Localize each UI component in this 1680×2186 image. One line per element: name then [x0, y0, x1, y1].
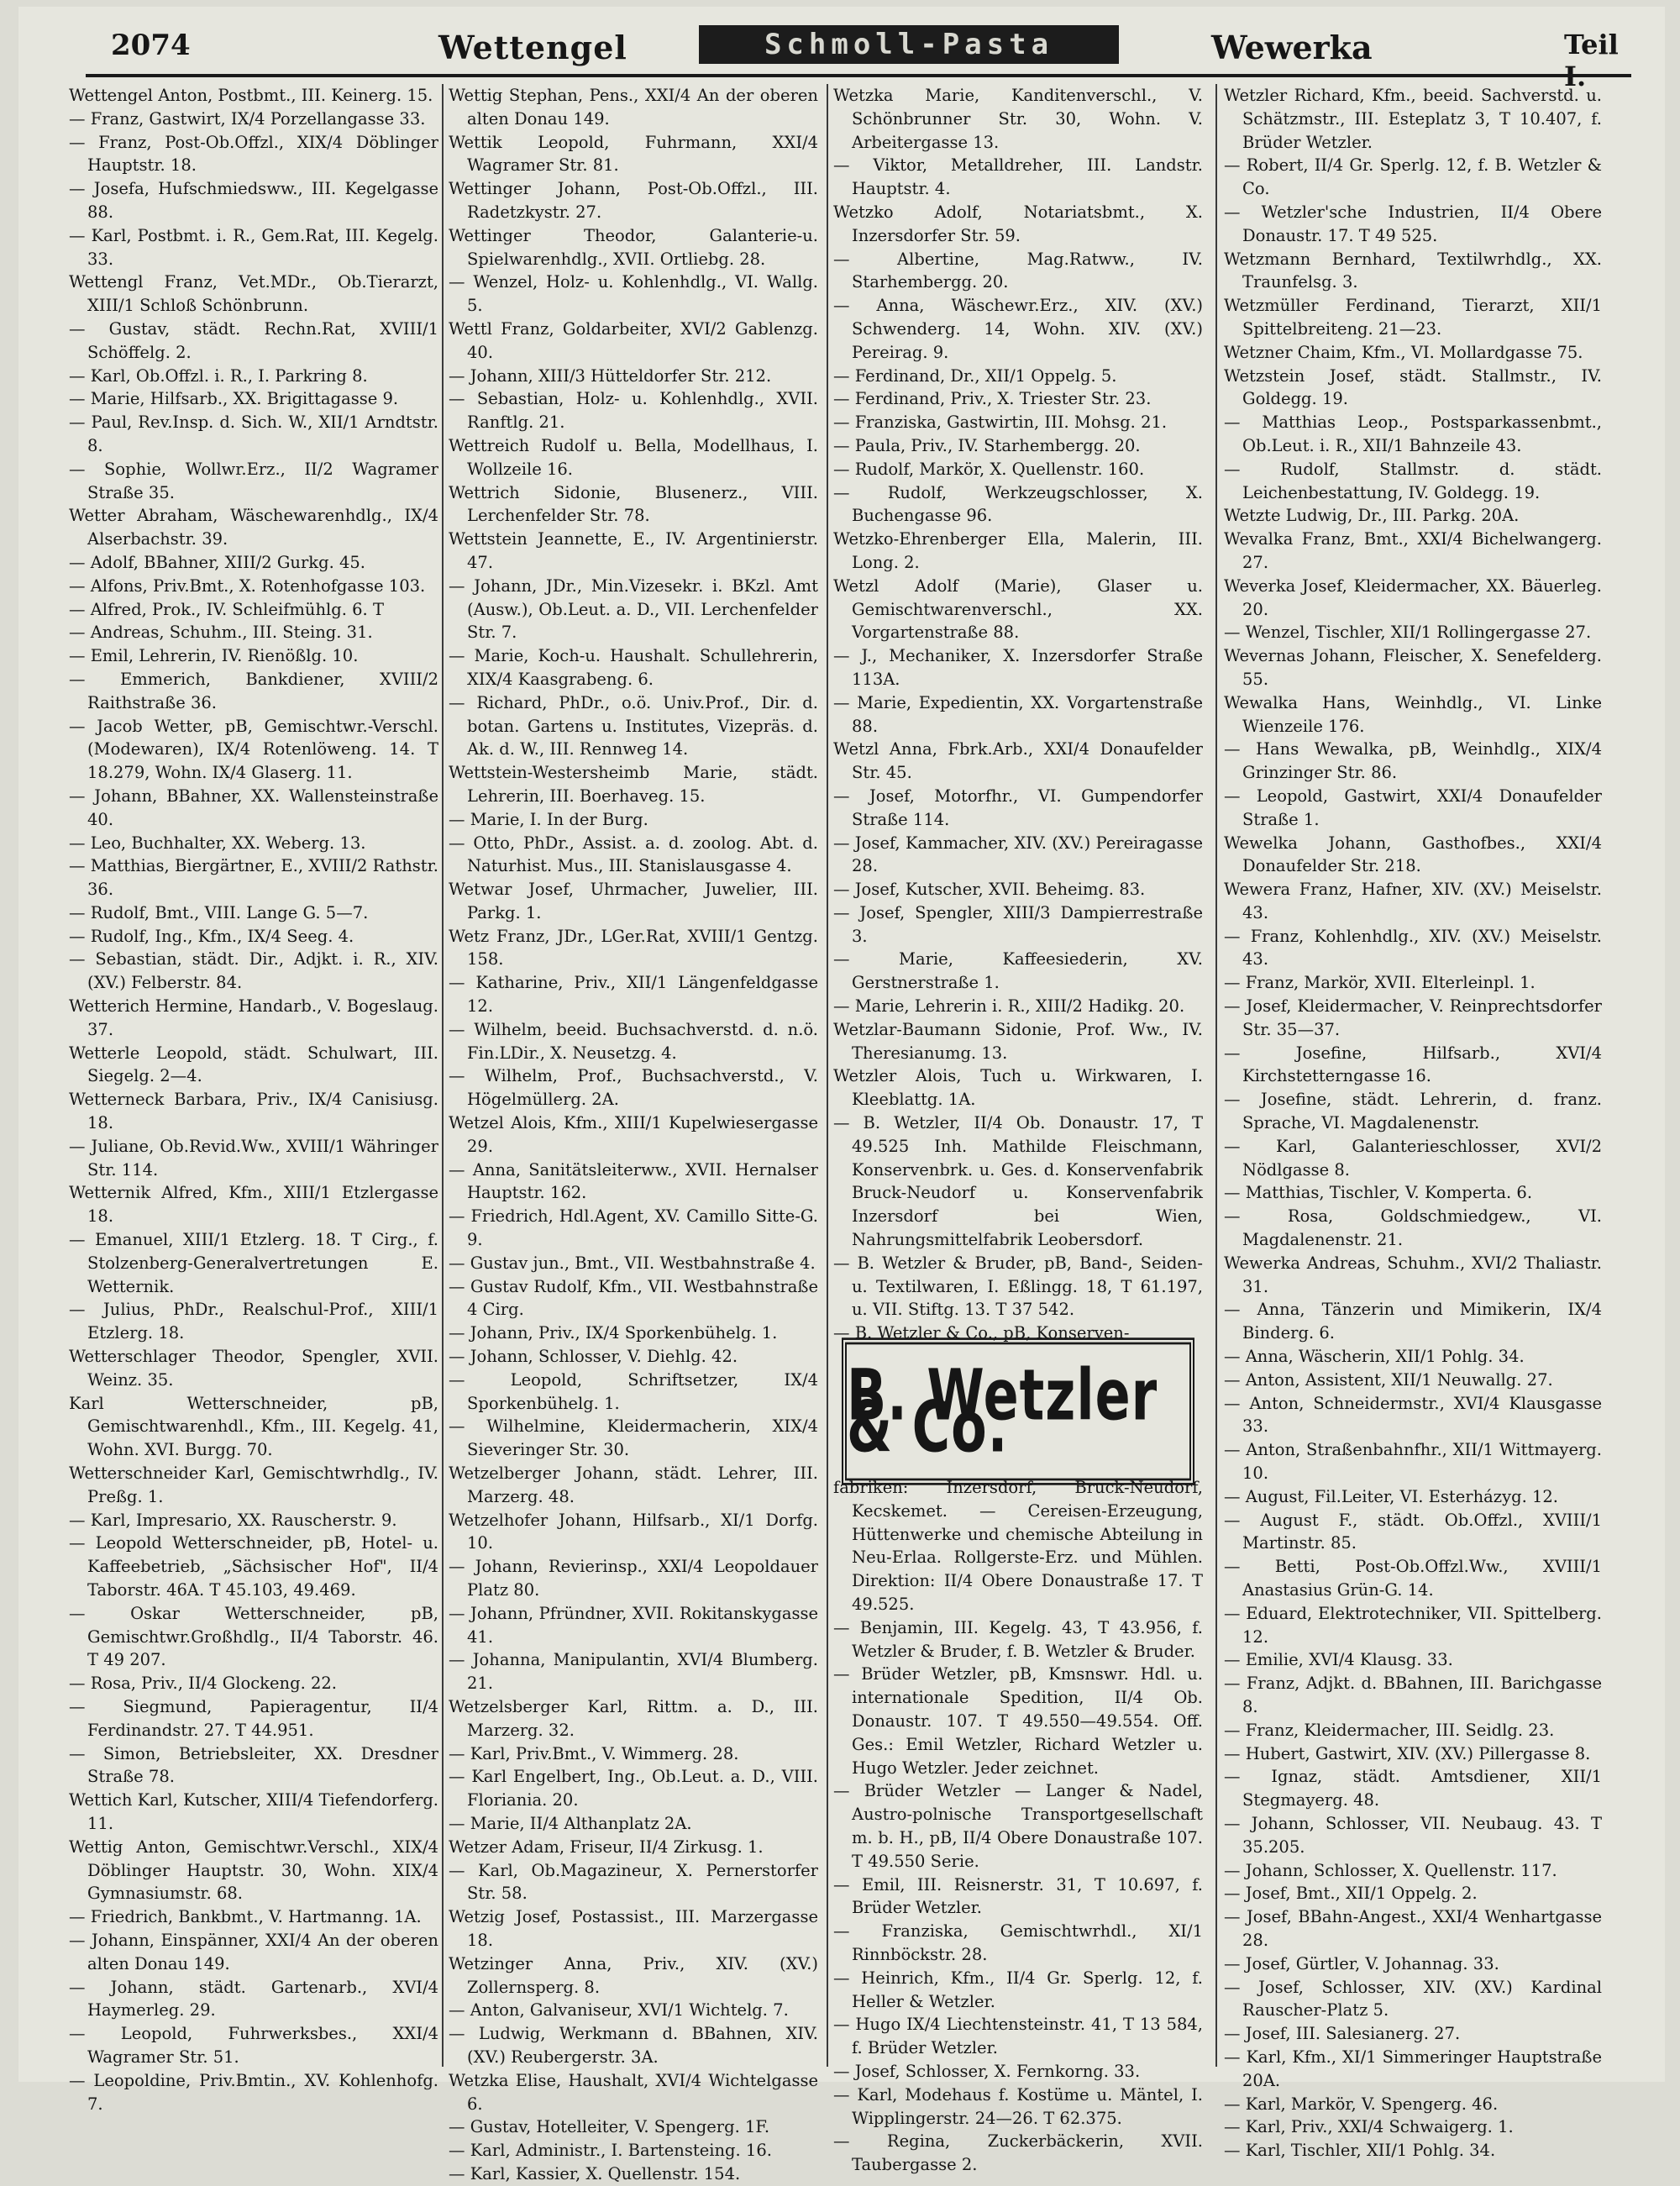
directory-entry: — Rosa, Goldschmiedgew., VI. Magdalenenstr. 21. — [1224, 1206, 1602, 1250]
directory-entry: — August F., städt. Ob.Offzl., XVIII/1 Martinstr. 85. — [1224, 1510, 1602, 1553]
directory-entry: — Karl, Galanterieschlosser, XVI/2 Nödlgasse 8. — [1224, 1136, 1602, 1180]
directory-entry: — Paula, Priv., IV. Starhembergg. 20. — [833, 435, 1141, 455]
directory-entry: Wetzel Alois, Kfm., XIII/1 Kupelwiesergasse 29. — [449, 1113, 818, 1156]
directory-entry: Wetzlar-Baumann Sidonie, Prof. Ww., IV. Theresianumg. 13. — [833, 1019, 1203, 1063]
directory-entry: — Simon, Betriebsleiter, XX. Dresdner Straße 78. — [69, 1743, 438, 1787]
directory-entry: — Karl, Kassier, X. Quellenstr. 154. — [449, 2163, 741, 2183]
directory-entry: Wetzelhofer Johann, Hilfsarb., XI/1 Dorfg. 10. — [449, 1510, 818, 1553]
directory-entry: Wettinger Theodor, Galanterie-u. Spielwarenhdlg., XVII. Ortliebg. 28. — [449, 225, 818, 269]
directory-entry: — B. Wetzler, II/4 Ob. Donaustr. 17, T 49.525 Inh. Mathilde Fleischmann, Konservenbrk. u. Ges. d. Konservenfabrik Bruck-Neudorf u. Konservenfabrik Inzersdorf bei Wien, Nahrungsmittelfabrik Leobersdorf. — [833, 1113, 1203, 1250]
directory-entry: Wetzmann Bernhard, Textilwrhdlg., XX. Traunfelsg. 3. — [1224, 249, 1602, 292]
directory-entry: — Viktor, Metalldreher, III. Landstr. Hauptstr. 4. — [833, 155, 1203, 199]
directory-entry: Wettig Stephan, Pens., XXI/4 An der oberen alten Donau 149. — [449, 86, 818, 129]
directory-entry: — Gustav Rudolf, Kfm., VII. Westbahnstraße 4 Cirg. — [449, 1276, 818, 1320]
directory-entry: — Alfons, Priv.Bmt., X. Rotenhofgasse 103. — [69, 575, 426, 596]
directory-entry: — Johann, Einspänner, XXI/4 An der oberen alten Donau 149. — [69, 1930, 438, 1973]
directory-entry: — Josefa, Hufschmiedsww., III. Kegelgasse 88. — [69, 179, 438, 222]
directory-entry: — Andreas, Schuhm., III. Steing. 31. — [69, 623, 373, 643]
directory-entry: — Josef, Gürtler, V. Johannag. 33. — [1224, 1953, 1499, 1973]
directory-entry: Wettich Karl, Kutscher, XIII/4 Tiefendorferg. 11. — [69, 1790, 438, 1833]
directory-entry: — B. Wetzler & Bruder, pB, Band-, Seiden- u. Textilwaren, I. Eßlingg. 18, T 61.197, u. VII. Stiftg. 13. T 37 542. — [833, 1253, 1203, 1320]
directory-entry: Wetterneck Barbara, Priv., IX/4 Canisiusg. 18. — [69, 1090, 438, 1133]
directory-entry: — Gustav jun., Bmt., VII. Westbahnstraße 4. — [449, 1253, 816, 1273]
column-divider — [442, 84, 444, 2067]
directory-entry: — Anna, Sanitätsleiterww., XVII. Hernalser Hauptstr. 162. — [449, 1159, 818, 1203]
directory-entry: — Franziska, Gemischtwrhdl., XI/1 Rinnböckstr. 28. — [833, 1921, 1203, 1964]
directory-entry: — Anna, Wäscherin, XII/1 Pohlg. 34. — [1224, 1347, 1525, 1367]
directory-entry: Wevalka Franz, Bmt., XXI/4 Bichelwangerg. 27. — [1224, 529, 1602, 572]
directory-entry: Wetterschlager Theodor, Spengler, XVII. Weinz. 35. — [69, 1347, 438, 1390]
directory-entry: — Alfred, Prok., IV. Schleifmühlg. 6. T — [69, 599, 384, 619]
directory-entry: — Karl, Postbmt. i. R., Gem.Rat, III. Kegelg. 33. — [69, 225, 438, 269]
directory-entry: — Ludwig, Werkmann d. BBahnen, XIV. (XV.) Reubergerstr. 3A. — [449, 2024, 818, 2067]
directory-entry: Wettstein-Westersheimb Marie, städt. Lehrerin, III. Boerhaveg. 15. — [449, 763, 818, 806]
directory-page — [18, 7, 1665, 2183]
directory-entry: — Emil, Lehrerin, IV. Rienößlg. 10. — [69, 646, 359, 666]
directory-entry: — Eduard, Elektrotechniker, VII. Spittelberg. 12. — [1224, 1603, 1602, 1647]
directory-entry: — Josef, Kleidermacher, V. Reinprechtsdorfer Str. 35—37. — [1224, 996, 1602, 1039]
directory-entry: Wetzelsberger Karl, Rittm. a. D., III. Marzerg. 32. — [449, 1696, 818, 1740]
directory-entry: — Leo, Buchhalter, XX. Weberg. 13. — [69, 833, 366, 853]
directory-entry: — Rudolf, Werkzeugschlosser, X. Buchengasse 96. — [833, 482, 1203, 526]
directory-entry: — Karl, Kfm., XI/1 Simmeringer Hauptstraße 20A. — [1224, 2047, 1602, 2090]
directory-entry: — Leopold, Gastwirt, XXI/4 Donaufelder Straße 1. — [1224, 786, 1602, 829]
column-4 — [1224, 84, 1602, 2161]
directory-entry: Wewelka Johann, Gasthofbes., XXI/4 Donaufelder Str. 218. — [1224, 833, 1602, 876]
directory-entry: — Josef, Bmt., XII/1 Oppelg. 2. — [1224, 1884, 1478, 1904]
directory-entry: Wetzl Adolf (Marie), Glaser u. Gemischtwarenverschl., XX. Vorgartenstraße 88. — [833, 575, 1203, 643]
directory-entry: — Brüder Wetzler, pB, Kmsnswr. Hdl. u. internationale Spedition, II/4 Ob. Donaustr. 107. T 49.550—49.554. Off. Ges.: Emil Wetzler, Richard Wetzler u. Hugo Wetzler. Jeder zeichnet. — [833, 1664, 1203, 1778]
directory-entry: — Wilhelm, beeid. Buchsachverstd. d. n.ö. Fin.LDir., X. Neusetzg. 4. — [449, 1019, 818, 1063]
directory-entry: — Matthias, Tischler, V. Komperta. 6. — [1224, 1183, 1533, 1203]
directory-entry: — August, Fil.Leiter, VI. Esterházyg. 12. — [1224, 1486, 1558, 1506]
directory-entry: Wetzl Anna, Fbrk.Arb., XXI/4 Donaufelder Str. 45. — [833, 739, 1203, 783]
directory-entry: Wettrich Sidonie, Blusenerz., VIII. Lerchenfelder Str. 78. — [449, 482, 818, 526]
directory-entry: Wetzinger Anna, Priv., XIV. (XV.) Zollernsperg. 8. — [449, 1953, 818, 1997]
directory-entry: — Johann, Revierinsp., XXI/4 Leopoldauer Platz 80. — [449, 1557, 818, 1600]
advertisement-box: B. Wetzler & Co. — [842, 1337, 1194, 1485]
directory-entry: — Franziska, Gastwirtin, III. Mohsg. 21. — [833, 413, 1168, 433]
directory-entry: Karl Wetterschneider, pB, Gemischtwarenhdl., Kfm., III. Kegelg. 41, Wohn. XVI. Burgg. 70. — [69, 1393, 438, 1460]
header-part: Teil — [1564, 29, 1619, 60]
header-first-entry: Wettengel — [438, 29, 627, 66]
column-3 — [833, 84, 1203, 2175]
directory-entry: Wetzler Alois, Tuch u. Wirkwaren, I. Kleeblattg. 1A. — [833, 1066, 1203, 1110]
directory-entry: — Marie, II/4 Althanplatz 2A. — [449, 1813, 692, 1833]
directory-entry: — Josef, Motorfhr., VI. Gumpendorfer Straße 114. — [833, 786, 1203, 829]
directory-entry: — Ignaz, städt. Amtsdiener, XII/1 Stegmayerg. 48. — [1224, 1767, 1602, 1810]
directory-entry: Wettinger Johann, Post-Ob.Offzl., III. Radetzkystr. 27. — [449, 179, 818, 222]
directory-entry: — Johann, JDr., Min.Vizesekr. i. BKzl. Amt (Ausw.), Ob.Leut. a. D., VII. Lerchenfelder Str. 7. — [449, 575, 818, 643]
directory-entry: — Matthias Leop., Postsparkassenbmt., Ob.Leut. i. R., XII/1 Bahnzeile 43. — [1224, 413, 1602, 455]
directory-entry: — Josef, III. Salesianerg. 27. — [1224, 2024, 1461, 2044]
directory-entry: — Sophie, Wollwr.Erz., II/2 Wagramer Straße 35. — [69, 459, 438, 502]
directory-entry: — Franz, Gastwirt, IX/4 Porzellangasse 33. — [69, 108, 426, 129]
directory-entry: Wetz Franz, JDr., LGer.Rat, XVIII/1 Gentzg. 158. — [449, 926, 818, 970]
directory-entry: — Hubert, Gastwirt, XIV. (XV.) Pillergasse 8. — [1224, 1743, 1591, 1763]
directory-entry: — Richard, PhDr., o.ö. Univ.Prof., Dir. d. botan. Gartens u. Institutes, Vizepräs. d. Ak. d. W., III. Rennweg 14. — [449, 692, 818, 759]
directory-entry: — Franz, Kleidermacher, III. Seidlg. 23. — [1224, 1720, 1555, 1740]
directory-entry: — B. Wetzler & Co., pB, Konserven- — [833, 1323, 1130, 1343]
directory-entry: — Rudolf, Markör, X. Quellenstr. 160. — [833, 459, 1145, 479]
directory-entry: — Josef, BBahn-Angest., XXI/4 Wenhartgasse 28. — [1224, 1907, 1602, 1950]
directory-entry: — Sebastian, Holz- u. Kohlenhdlg., XVII. Ranftlg. 21. — [449, 389, 818, 433]
directory-entry: — Josef, Spengler, XIII/3 Dampierrestraße 3. — [833, 902, 1203, 946]
directory-entry: Wetwar Josef, Uhrmacher, Juwelier, III. Parkg. 1. — [449, 880, 818, 922]
directory-entry: — Matthias, Biergärtner, E., XVIII/2 Rathstr. 36. — [69, 856, 438, 900]
directory-entry: Wettengl Franz, Vet.MDr., Ob.Tierarzt, XIII/1 Schloß Schönbrunn. — [69, 272, 438, 316]
directory-entry: — Josef, Kammacher, XIV. (XV.) Pereiragasse 28. — [833, 833, 1203, 876]
directory-entry: Wetzka Marie, Kanditenverschl., V. Schönbrunner Str. 30, Wohn. V. Arbeitergasse 13. — [833, 86, 1203, 152]
directory-entry: Wetterschneider Karl, Gemischtwrhdlg., IV. Preßg. 1. — [69, 1463, 438, 1506]
directory-entry: Weverka Josef, Kleidermacher, XX. Bäuerleg. 20. — [1224, 575, 1602, 619]
directory-entry: — Emmerich, Bankdiener, XVIII/2 Raithstraße 36. — [69, 669, 438, 712]
directory-entry: — Julius, PhDr., Realschul-Prof., XIII/1 Etzlerg. 18. — [69, 1300, 438, 1343]
directory-entry: Wetterich Hermine, Handarb., V. Bogeslaug. 37. — [69, 996, 438, 1039]
directory-entry: — Albertine, Mag.Ratww., IV. Starhembergg. 20. — [833, 249, 1203, 292]
column-1 — [69, 84, 438, 2114]
directory-entry: — Rudolf, Ing., Kfm., IX/4 Seeg. 4. — [69, 926, 354, 946]
directory-entry: — Leopold Wetterschneider, pB, Hotel- u. Kaffeebetrieb, „Sächsischer Hof", II/4 Taborstr. 46A. T 45.103, 49.469. — [69, 1533, 438, 1600]
directory-entry: — Johann, städt. Gartenarb., XVI/4 Haymerleg. 29. — [69, 1977, 438, 2020]
directory-entry: — Oskar Wetterschneider, pB, Gemischtwr.Großhdlg., II/4 Taborstr. 46. T 49 207. — [69, 1603, 438, 1670]
directory-entry: — Karl, Markör, V. Spengerg. 46. — [1224, 2094, 1499, 2114]
directory-entry: Wetzer Adam, Friseur, II/4 Zirkusg. 1. — [449, 1837, 764, 1857]
directory-entry: — Gustav, Hotelleiter, V. Spengerg. 1F. — [449, 2117, 770, 2137]
directory-entry: Wettik Leopold, Fuhrmann, XXI/4 Wagramer Str. 81. — [449, 132, 818, 176]
column-divider — [1215, 84, 1217, 2067]
directory-entry: — Anna, Tänzerin und Mimikerin, IX/4 Binderg. 6. — [1224, 1300, 1602, 1343]
directory-entry: — Katharine, Priv., XII/1 Längenfeldgasse 12. — [449, 973, 818, 1017]
page-number: 2074 — [111, 29, 191, 62]
header-advertisement: Schmoll-Pasta — [699, 25, 1119, 64]
directory-entry: — Anton, Assistent, XII/1 Neuwallg. 27. — [1224, 1369, 1553, 1390]
directory-entry: Wetzka Elise, Haushalt, XVI/4 Wichtelgasse 6. — [449, 2070, 818, 2114]
directory-entry: — Johann, Priv., IX/4 Sporkenbühelg. 1. — [449, 1323, 778, 1343]
directory-entry: — Paul, Rev.Insp. d. Sich. W., XII/1 Arndtstr. 8. — [69, 413, 438, 455]
directory-entry: — Johann, Schlosser, VII. Neubaug. 43. T 35.205. — [1224, 1813, 1602, 1857]
directory-entry: — Sebastian, städt. Dir., Adjkt. i. R., XIV. (XV.) Felberstr. 84. — [69, 949, 438, 993]
directory-entry: — Anton, Schneidermstr., XVI/4 Klausgasse 33. — [1224, 1393, 1602, 1437]
directory-entry: — Marie, I. In der Burg. — [449, 809, 648, 829]
directory-entry: — Hugo IX/4 Liechtensteinstr. 41, T 13 584, f. Brüder Wetzler. — [833, 2015, 1203, 2058]
directory-entry: — Rudolf, Stallmstr. d. städt. Leichenbestattung, IV. Goldegg. 19. — [1224, 459, 1602, 502]
directory-entry: — Josef, Schlosser, XIV. (XV.) Kardinal Rauscher-Platz 5. — [1224, 1977, 1602, 2020]
directory-entry: — Josef, Kutscher, XVII. Beheimg. 83. — [833, 880, 1146, 900]
directory-entry: — Wenzel, Holz- u. Kohlenhdlg., VI. Wallg. 5. — [449, 272, 818, 316]
directory-entry: — Johann, Schlosser, V. Diehlg. 42. — [449, 1347, 738, 1367]
directory-entry: Wettl Franz, Goldarbeiter, XVI/2 Gablenzg. 40. — [449, 318, 818, 362]
directory-entry: — Leopoldine, Priv.Bmtin., XV. Kohlenhofg. 7. — [69, 2070, 438, 2114]
directory-entry: Wewerka Andreas, Schuhm., XVI/2 Thaliastr. 31. — [1224, 1253, 1602, 1296]
directory-entry: — Wilhelmine, Kleidermacherin, XIX/4 Sieveringer Str. 30. — [449, 1416, 818, 1460]
directory-entry: Wetter Abraham, Wäschewarenhdlg., IX/4 Alserbachstr. 39. — [69, 506, 438, 549]
directory-entry: — Hans Wewalka, pB, Weinhdlg., XIX/4 Grinzinger Str. 86. — [1224, 739, 1602, 783]
directory-entry: — Jacob Wetter, pB, Gemischtwr.-Verschl. (Modewaren), IX/4 Rotenlöweng. 14. T 18.279, Wohn. IX/4 Glaserg. 11. — [69, 716, 438, 783]
directory-entry: — Johanna, Manipulantin, XVI/4 Blumberg. 21. — [449, 1650, 818, 1694]
directory-entry: — Johann, BBahner, XX. Wallensteinstraße 40. — [69, 786, 438, 829]
directory-entry: — Karl, Impresario, XX. Rauscherstr. 9. — [69, 1510, 397, 1530]
directory-entry: — Marie, Kaffeesiederin, XV. Gerstnerstraße 1. — [833, 949, 1203, 993]
directory-entry: — Emanuel, XIII/1 Etzlerg. 18. T Cirg., f. Stolzenberg-Generalvertretungen E. Wetternik. — [69, 1230, 438, 1296]
directory-entry: — Anton, Straßenbahnfhr., XII/1 Wittmayerg. 10. — [1224, 1440, 1602, 1484]
directory-entry: — Anna, Wäschewr.Erz., XIV. (XV.) Schwenderg. 14, Wohn. XIV. (XV.) Pereirag. 9. — [833, 296, 1203, 362]
directory-entry: — Wetzler'sche Industrien, II/4 Obere Donaustr. 17. T 49 525. — [1224, 202, 1602, 245]
directory-entry: — Johann, Schlosser, X. Quellenstr. 117. — [1224, 1860, 1557, 1880]
directory-entry: Wetternik Alfred, Kfm., XIII/1 Etzlergasse 18. — [69, 1183, 438, 1227]
directory-entry: — Marie, Hilfsarb., XX. Brigittagasse 9. — [69, 389, 399, 409]
directory-entry: — Franz, Kohlenhdlg., XIV. (XV.) Meiselstr. 43. — [1224, 926, 1602, 970]
directory-entry: — Josefine, Hilfsarb., XVI/4 Kirchstetterngasse 16. — [1224, 1043, 1602, 1086]
directory-entry: — J., Mechaniker, X. Inzersdorfer Straße 113A. — [833, 646, 1203, 689]
directory-entry: — Robert, II/4 Gr. Sperlg. 12, f. B. Wetzler & Co. — [1224, 155, 1602, 199]
header-rule — [86, 74, 1631, 77]
directory-entry: — Karl, Priv.Bmt., V. Wimmerg. 28. — [449, 1743, 739, 1763]
directory-entry: — Emil, III. Reisnerstr. 31, T 10.697, f. Brüder Wetzler. — [833, 1874, 1203, 1918]
directory-entry: — Franz, Post-Ob.Offzl., XIX/4 Döblinger Hauptstr. 18. — [69, 132, 438, 176]
directory-entry: — Leopold, Schriftsetzer, IX/4 Sporkenbühelg. 1. — [449, 1369, 818, 1413]
directory-entry: — Friedrich, Hdl.Agent, XV. Camillo Sitte-G. 9. — [449, 1206, 818, 1250]
directory-entry: — Rosa, Priv., II/4 Glockeng. 22. — [69, 1674, 337, 1694]
directory-entry: — Regina, Zuckerbäckerin, XVII. Taubergasse 2. — [833, 2131, 1203, 2175]
directory-entry: Wetzig Josef, Postassist., III. Marzergasse 18. — [449, 1907, 818, 1950]
directory-entry: — Rudolf, Bmt., VIII. Lange G. 5—7. — [69, 902, 369, 922]
page-header — [86, 22, 1631, 72]
directory-entry: — Karl, Ob.Magazineur, X. Pernerstorfer Str. 58. — [449, 1860, 818, 1904]
directory-entry: — Wilhelm, Prof., Buchsachverstd., V. Högelmüllerg. 2A. — [449, 1066, 818, 1110]
directory-entry: — Wenzel, Tischler, XII/1 Rollingergasse 27. — [1224, 623, 1592, 643]
directory-entry: Wetzmüller Ferdinand, Tierarzt, XII/1 Spittelbreiteng. 21—23. — [1224, 296, 1602, 339]
header-last-entry: Wewerka — [1211, 29, 1373, 66]
directory-entry: fabriken: Inzersdorf, Bruck-Neudorf, Kecskemet. — Cereisen-Erzeugung, Hüttenwerke und chemische Abteilung in Neu-Erlaa. Rollgerste-Erz. und Mühlen. Direktion: II/4 Obere Donaustraße 17. T 49.525. — [833, 1478, 1203, 1615]
directory-entry: — Friedrich, Bankbmt., V. Hartmanng. 1A. — [69, 1907, 422, 1927]
directory-entry: — Karl Engelbert, Ing., Ob.Leut. a. D., VIII. Floriania. 20. — [449, 1767, 818, 1810]
column-2 — [449, 84, 818, 2183]
directory-entry: Wewalka Hans, Weinhdlg., VI. Linke Wienzeile 176. — [1224, 692, 1602, 736]
directory-entry: — Gustav, städt. Rechn.Rat, XVIII/1 Schöffelg. 2. — [69, 318, 438, 362]
directory-entry: — Adolf, BBahner, XIII/2 Gurkg. 45. — [69, 552, 366, 572]
directory-entry: — Ferdinand, Priv., X. Triester Str. 23. — [833, 389, 1152, 409]
directory-entry: — Siegmund, Papieragentur, II/4 Ferdinandstr. 27. T 44.951. — [69, 1696, 438, 1740]
directory-entry: Wettreich Rudolf u. Bella, Modellhaus, I. Wollzeile 16. — [449, 435, 818, 479]
directory-entry: — Ferdinand, Dr., XII/1 Oppelg. 5. — [833, 365, 1117, 386]
directory-entry: — Franz, Adjkt. d. BBahnen, III. Barichgasse 8. — [1224, 1674, 1602, 1716]
directory-entry: — Heinrich, Kfm., II/4 Gr. Sperlg. 12, f. Heller & Wetzler. — [833, 1968, 1203, 2011]
directory-entry: — Juliane, Ob.Revid.Ww., XVIII/1 Währinger Str. 114. — [69, 1136, 438, 1180]
directory-entry: — Karl, Administr., I. Bartensteing. 16. — [449, 2141, 772, 2161]
directory-entry: — Karl, Modehaus f. Kostüme u. Mäntel, I. Wipplingerstr. 24—26. T 62.375. — [833, 2084, 1203, 2128]
directory-entry: Wetzte Ludwig, Dr., III. Parkg. 20A. — [1224, 506, 1520, 526]
directory-entry: — Leopold, Fuhrwerksbes., XXI/4 Wagramer Str. 51. — [69, 2024, 438, 2067]
directory-entry: — Johann, XIII/3 Hütteldorfer Str. 212. — [449, 365, 772, 386]
directory-entry: — Anton, Galvaniseur, XVI/1 Wichtelg. 7. — [449, 2000, 789, 2020]
directory-entry: — Marie, Expedientin, XX. Vorgartenstraße 88. — [833, 692, 1203, 736]
directory-entry: — Brüder Wetzler — Langer & Nadel, Austro-polnische Transportgesellschaft m. b. H., pB, II/4 Obere Donaustraße 107. T 49.550 Serie. — [833, 1781, 1203, 1871]
directory-entry: Wettstein Jeannette, E., IV. Argentinierstr. 47. — [449, 529, 818, 572]
directory-entry: — Marie, Lehrerin i. R., XIII/2 Hadikg. 20. — [833, 996, 1185, 1017]
directory-entry: — Betti, Post-Ob.Offzl.Ww., XVIII/1 Anastasius Grün-G. 14. — [1224, 1557, 1602, 1600]
directory-entry: Wewera Franz, Hafner, XIV. (XV.) Meiselstr. 43. — [1224, 880, 1602, 922]
directory-entry: Wetzko Adolf, Notariatsbmt., X. Inzersdorfer Str. 59. — [833, 202, 1203, 245]
column-divider — [827, 84, 828, 2067]
directory-entry: — Karl, Ob.Offzl. i. R., I. Parkring 8. — [69, 365, 368, 386]
directory-entry: Wetzner Chaim, Kfm., VI. Mollardgasse 75. — [1224, 342, 1583, 362]
directory-entry: — Benjamin, III. Kegelg. 43, T 43.956, f. Wetzler & Bruder, f. B. Wetzler & Bruder. — [833, 1617, 1203, 1661]
directory-entry: Wevernas Johann, Fleischer, X. Senefelderg. 55. — [1224, 646, 1602, 689]
directory-entry: Wetzelberger Johann, städt. Lehrer, III. Marzerg. 48. — [449, 1463, 818, 1506]
directory-entry: — Emilie, XVI/4 Klausg. 33. — [1224, 1650, 1453, 1670]
directory-entry: — Karl, Tischler, XII/1 Pohlg. 34. — [1224, 2141, 1496, 2161]
directory-entry: Wetterle Leopold, städt. Schulwart, III. Siegelg. 2—4. — [69, 1043, 438, 1086]
directory-entry: Wettig Anton, Gemischtwr.Verschl., XIX/4 Döblinger Hauptstr. 30, Wohn. XIX/4 Gymnasiumstr. 68. — [69, 1837, 438, 1904]
directory-entry: Wetzko-Ehrenberger Ella, Malerin, III. Long. 2. — [833, 529, 1203, 572]
directory-entry: — Josefine, städt. Lehrerin, d. franz. Sprache, VI. Magdalenenstr. — [1224, 1090, 1602, 1133]
directory-entry: — Franz, Markör, XVII. Elterleinpl. 1. — [1224, 973, 1536, 993]
directory-entry: Wetzler Richard, Kfm., beeid. Sachverstd. u. Schätzmstr., III. Esteplatz 3, T 10.407, f. Brüder Wetzler. — [1224, 86, 1602, 152]
directory-entry: — Josef, Schlosser, X. Fernkorng. 33. — [833, 2061, 1141, 2081]
directory-entry: Wetzstein Josef, städt. Stallmstr., IV. Goldegg. 19. — [1224, 365, 1602, 409]
directory-entry: — Marie, Koch-u. Haushalt. Schullehrerin, XIX/4 Kaasgrabeng. 6. — [449, 646, 818, 689]
directory-entry: Wettengel Anton, Postbmt., III. Keinerg. 15. — [69, 86, 433, 105]
directory-entry: — Karl, Priv., XXI/4 Schwaigerg. 1. — [1224, 2117, 1514, 2137]
directory-entry: — Johann, Pfründner, XVII. Rokitanskygasse 41. — [449, 1603, 818, 1647]
directory-entry: — Otto, PhDr., Assist. a. d. zoolog. Abt. d. Naturhist. Mus., III. Stanislausgasse 4. — [449, 833, 818, 876]
